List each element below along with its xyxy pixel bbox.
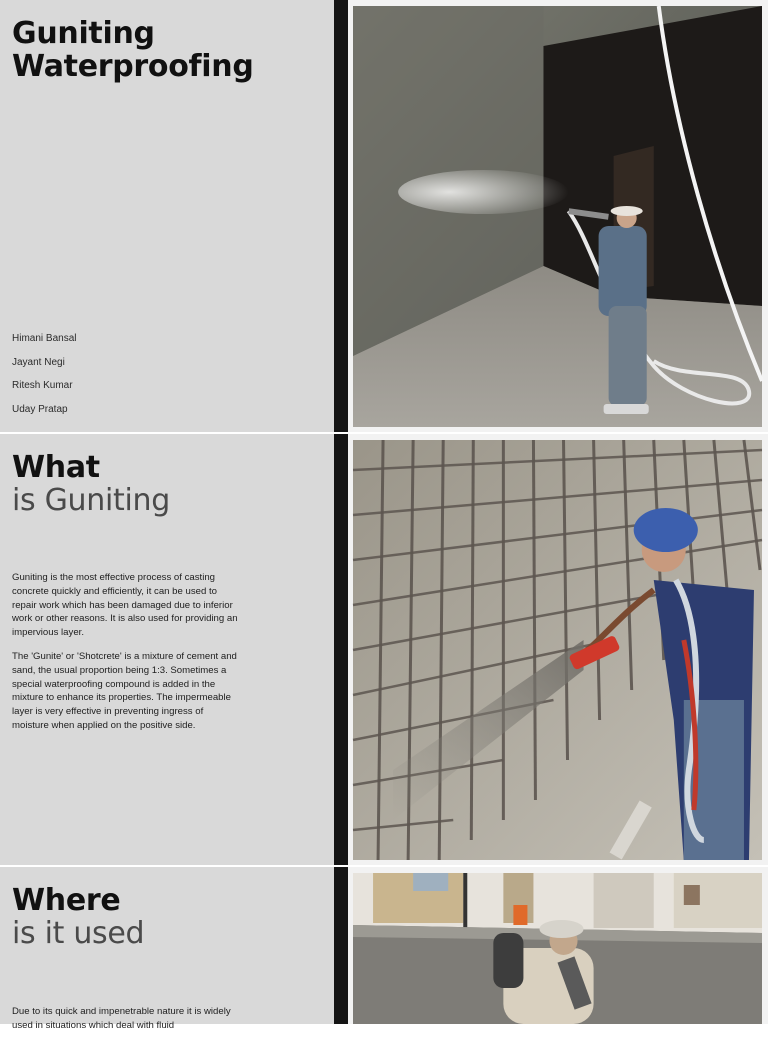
section-title-light: is Guniting: [12, 483, 170, 518]
author-list: [12, 333, 76, 427]
slide-divider: [334, 867, 348, 1024]
main-title-line-2: Waterproofing: [12, 49, 254, 84]
slide-divider: [334, 434, 348, 865]
main-title-line-1: Guniting: [12, 16, 155, 51]
author-name: Himani Bansal: [12, 333, 77, 344]
image-panel: [348, 434, 768, 865]
paragraph: Due to its quick and impenetrable nature it is widely used in situations which deal with fluid: [12, 1006, 231, 1031]
wall-spraying-photo: [353, 873, 762, 1024]
author-name: Jayant Negi: [12, 356, 65, 368]
section-title-bold: What: [12, 450, 100, 485]
tunnel-spraying-photo: [353, 6, 762, 427]
slide-what: [0, 434, 768, 865]
slide-where: [0, 867, 768, 1031]
paragraph: The 'Gunite' or 'Shotcrete' is a mixture of cement and sand, the usual proportion being 1:3. Sometimes a special waterproofing compound is added in the mixture to enhance its properties. The impermeable layer is very effective in preventing ingress of moisture when applied on the positive side.: [12, 650, 237, 731]
slide-divider: [334, 0, 348, 432]
where-description: [12, 1005, 238, 1043]
rebar-shotcrete-photo: [353, 440, 762, 860]
image-panel: [348, 867, 768, 1024]
main-title: [12, 17, 254, 83]
slide-title: [0, 0, 768, 432]
image-panel: [348, 0, 768, 432]
paragraph: Guniting is the most effective process of casting concrete quickly and efficiently, it can be used to repair work which has been damaged due to inferior work or other reasons. It is also used for providing an impervious layer.: [12, 572, 238, 639]
section-title-light: is it used: [12, 916, 145, 951]
what-panel: [0, 434, 334, 865]
title-panel: [0, 0, 334, 432]
where-panel: [0, 867, 334, 1031]
author-name: Uday Pratap: [12, 403, 68, 415]
section-title-bold: Where: [12, 883, 121, 918]
what-description: [12, 571, 238, 743]
author-name: Ritesh Kumar: [12, 380, 73, 391]
